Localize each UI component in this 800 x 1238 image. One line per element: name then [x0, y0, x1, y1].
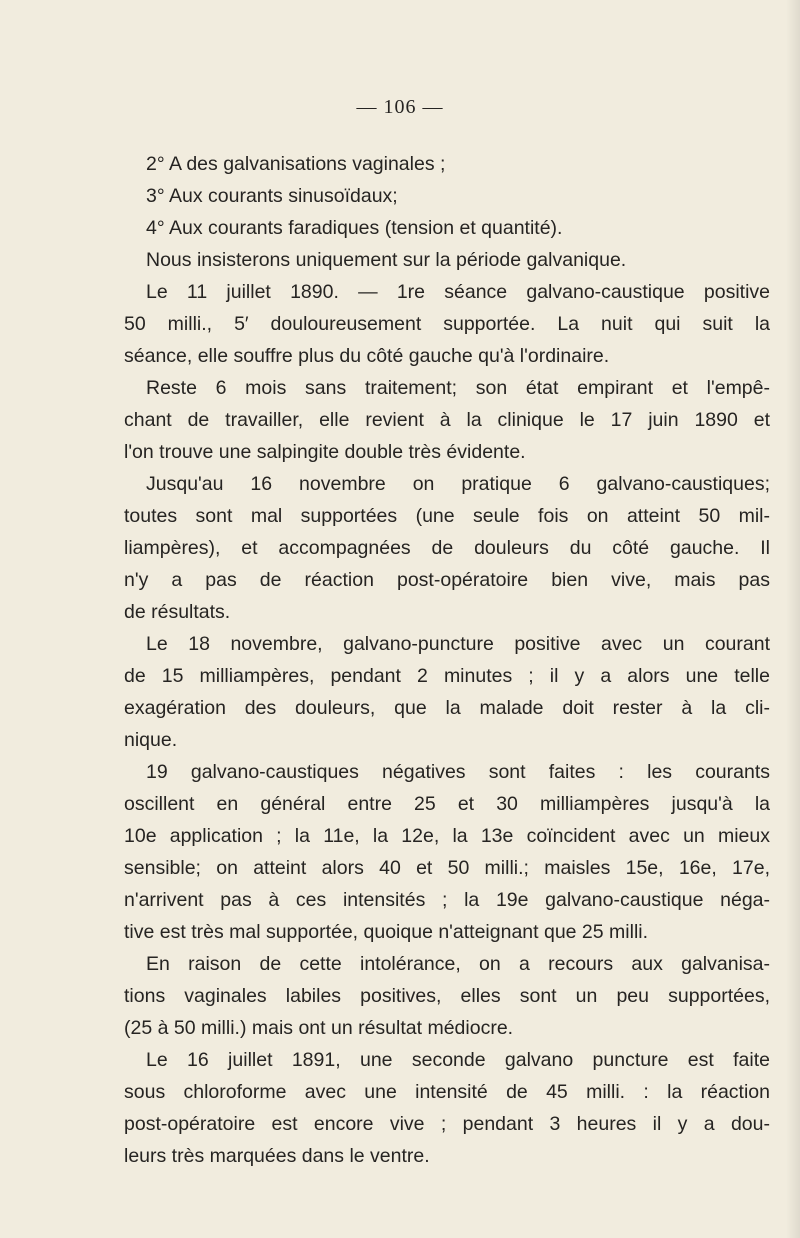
- page-number: — 106 —: [356, 96, 444, 118]
- text-line: n'arrivent pas à ces intensités ; la 19e galvano-caustique néga-: [124, 889, 770, 911]
- text-line: 19 galvano-caustiques négatives sont faites : les courants: [146, 761, 770, 783]
- text-line: (25 à 50 milli.) mais ont un résultat médiocre.: [124, 1017, 514, 1039]
- text-line: de résultats.: [124, 601, 231, 623]
- text-line: Le 18 novembre, galvano-puncture positive avec un courant: [146, 633, 770, 655]
- text-line: chant de travailler, elle revient à la clinique le 17 juin 1890 et: [124, 409, 770, 431]
- text-line: Nous insisterons uniquement sur la période galvanique.: [146, 249, 627, 271]
- text-line: oscillent en général entre 25 et 30 milliampères jusqu'à la: [124, 793, 770, 815]
- text-line: En raison de cette intolérance, on a recours aux galvanisa-: [146, 953, 770, 975]
- text-line: 4° Aux courants faradiques (tension et quantité).: [146, 217, 563, 239]
- text-line: sensible; on atteint alors 40 et 50 milli.; maisles 15e, 16e, 17e,: [124, 857, 770, 879]
- text-line: Jusqu'au 16 novembre on pratique 6 galvano-caustiques;: [146, 473, 770, 495]
- text-line: Le 16 juillet 1891, une seconde galvano puncture est faite: [146, 1049, 770, 1071]
- text-line: séance, elle souffre plus du côté gauche qu'à l'ordinaire.: [124, 345, 610, 367]
- text-line: Reste 6 mois sans traitement; son état empirant et l'empê-: [146, 377, 770, 399]
- text-line: leurs très marquées dans le ventre.: [124, 1145, 430, 1167]
- text-line: nique.: [124, 729, 178, 751]
- text-line: exagération des douleurs, que la malade doit rester à la cli-: [124, 697, 770, 719]
- text-line: l'on trouve une salpingite double très évidente.: [124, 441, 526, 463]
- text-line: tive est très mal supportée, quoique n'atteignant que 25 milli.: [124, 921, 649, 943]
- page-edge-shadow: [786, 0, 800, 1238]
- text-line: 2° A des galvanisations vaginales ;: [146, 153, 446, 175]
- text-line: n'y a pas de réaction post-opératoire bien vive, mais pas: [124, 569, 770, 591]
- text-line: 3° Aux courants sinusoïdaux;: [146, 185, 398, 207]
- text-line: liampères), et accompagnées de douleurs du côté gauche. Il: [124, 537, 770, 559]
- body-text: [124, 148, 770, 1172]
- text-line: 10e application ; la 11e, la 12e, la 13e coïncident avec un mieux: [124, 825, 770, 847]
- text-line: post-opératoire est encore vive ; pendant 3 heures il y a dou-: [124, 1113, 770, 1135]
- text-line: sous chloroforme avec une intensité de 45 milli. : la réaction: [124, 1081, 770, 1103]
- text-line: tions vaginales labiles positives, elles sont un peu supportées,: [124, 985, 770, 1007]
- text-line: 50 milli., 5′ douloureusement supportée. La nuit qui suit la: [124, 313, 770, 335]
- text-line: toutes sont mal supportées (une seule fois on atteint 50 mil-: [124, 505, 770, 527]
- text-line: Le 11 juillet 1890. — 1re séance galvano-caustique positive: [146, 281, 770, 303]
- text-line: de 15 milliampères, pendant 2 minutes ; il y a alors une telle: [124, 665, 770, 687]
